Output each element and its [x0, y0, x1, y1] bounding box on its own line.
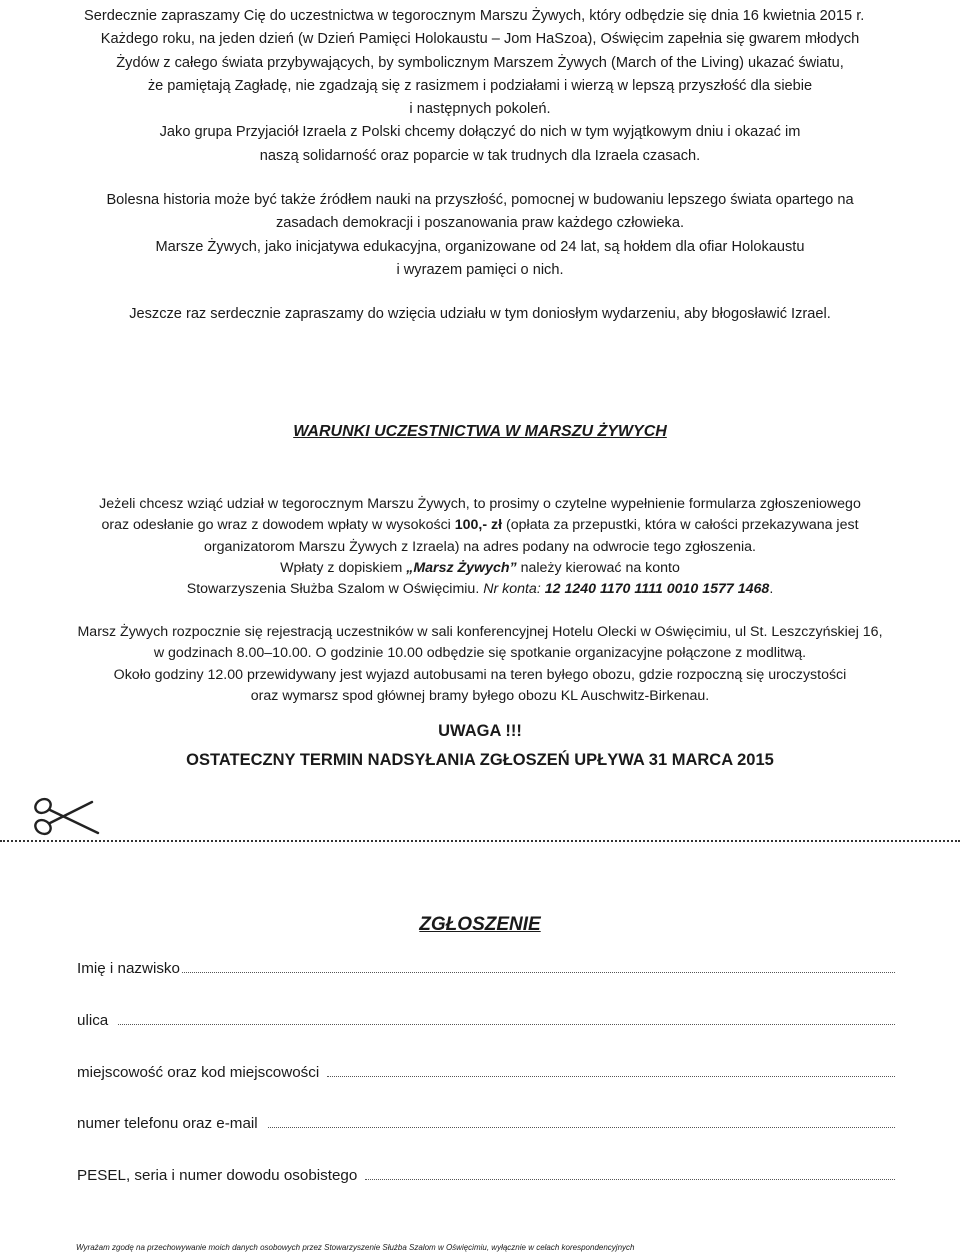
registration-line: Marsz Żywych rozpocznie się rejestracją uczestników w sali konferencyjnej Hotelu Olecki w Oświęcimiu, ul St. Leszczyńskiej 16, — [77, 624, 883, 640]
notice-uwaga: UWAGA !!! — [438, 722, 522, 740]
intro-line: że pamiętają Zagładę, nie zgadzają się z rasizmem i podziałami i wierzą w lepszą przyszłość dla siebie — [147, 77, 813, 94]
fee-amount: 100,- zł — [454, 517, 503, 534]
history-line: i wyrazem pamięci o nich. — [396, 261, 564, 278]
scissors-icon — [30, 796, 102, 836]
form-field-contact[interactable] — [77, 1115, 895, 1132]
invite-again-text: Jeszcze raz serdecznie zapraszamy do wzięcia udziału w tym doniosłym wydarzeniu, aby błogosławić Izrael. — [129, 306, 831, 322]
form-field-label: miejscowość oraz kod miejscowości — [77, 1064, 320, 1081]
conditions-line: organizatorom Marszu Żywych z Izraela) na adres podany na odwrocie tego zgłoszenia. — [203, 538, 756, 555]
form-field-line[interactable] — [118, 1023, 895, 1025]
intro-line: i następnych pokoleń. — [409, 101, 551, 118]
form-field-line[interactable] — [365, 1178, 895, 1180]
payment-tag: „Marsz Żywych” — [406, 559, 517, 576]
history-line: Marsze Żywych, jako inicjatywa edukacyjna, organizowane od 24 lat, są hołdem dla ofiar Holokaustu — [155, 238, 805, 255]
intro-line: Serdecznie zapraszamy Cię do uczestnictwa w tegorocznym Marszu Żywych, który odbędzie się dnia 16 kwietnia 2015 r. — [84, 8, 865, 24]
form-field-pesel[interactable] — [77, 1167, 895, 1184]
cut-line — [0, 840, 960, 842]
form-field-name[interactable] — [77, 960, 895, 977]
conditions-line — [0, 558, 960, 579]
intro-paragraph — [0, 5, 960, 168]
history-line: Bolesna historia może być także źródłem nauki na przyszłość, pomocnej w budowaniu lepszego świata opartego na — [106, 192, 854, 208]
conditions-text: Stowarzyszenia Służba Szalom w Oświęcimiu. — [186, 581, 484, 598]
form-field-label: Imię i nazwisko — [77, 960, 180, 977]
conditions-heading: WARUNKI UCZESTNICTWA W MARSZU ŻYWYCH — [293, 423, 667, 440]
conditions-line — [0, 579, 960, 600]
form-field-street[interactable] — [77, 1012, 895, 1029]
history-line: zasadach demokracji i poszanowania praw każdego człowieka. — [275, 215, 685, 232]
registration-line: w godzinach 8.00–10.00. O godzinie 10.00 odbędzie się spotkanie organizacyjne połączone z modlitwą. — [153, 645, 807, 662]
history-paragraph — [0, 189, 960, 282]
registration-line: Około godziny 12.00 przewidywany jest wyjazd autobusami na teren byłego obozu, gdzie rozpoczną się uroczystości — [113, 666, 847, 683]
registration-paragraph — [0, 622, 960, 707]
registration-line: oraz wymarsz spod głównej bramy byłego obozu KL Auschwitz-Birkenau. — [250, 687, 710, 704]
form-field-label: PESEL, seria i numer dowodu osobistego — [77, 1167, 358, 1184]
intro-line: naszą solidarność oraz poparcie w tak trudnych dla Izraela czasach. — [259, 147, 701, 164]
conditions-text: (opłata za przepustki, która w całości przekazywana jest — [502, 517, 859, 534]
conditions-text: należy kierować na konto — [516, 559, 680, 576]
conditions-text: Wpłaty z dopiskiem — [280, 559, 407, 576]
intro-line: Jako grupa Przyjaciół Izraela z Polski chcemy dołączyć do nich w tym wyjątkowym dniu i okazać im — [159, 124, 801, 141]
form-field-line[interactable] — [327, 1075, 895, 1077]
conditions-line: Jeżeli chcesz wziąć udział w tegorocznym Marszu Żywych, to prosimy o czytelne wypełnienie formularza zgłoszeniowego — [99, 496, 861, 512]
conditions-paragraph — [0, 494, 960, 600]
form-field-label: ulica — [77, 1012, 109, 1029]
intro-line: Każdego roku, na jeden dzień (w Dzień Pamięci Holokaustu – Jom HaSzoa), Oświęcim zapełnia się gwarem młodych — [100, 31, 860, 48]
conditions-line — [0, 515, 960, 536]
form-field-line[interactable] — [268, 1126, 895, 1128]
account-label: Nr konta: — [483, 581, 545, 598]
consent-footer: Wyrażam zgodę na przechowywanie moich danych osobowych przez Stowarzyszenie Służba Szalom w Oświęcimiu, wyłącznie w celach korespondencyjnych — [76, 1243, 635, 1252]
conditions-text: oraz odesłanie go wraz z dowodem wpłaty w wysokości — [101, 517, 455, 534]
deadline-notice: OSTATECZNY TERMIN NADSYŁANIA ZGŁOSZEŃ UPŁYWA 31 MARCA 2015 — [186, 751, 774, 769]
account-number: 12 1240 1170 1111 0010 1577 1468 — [544, 581, 770, 598]
form-field-label: numer telefonu oraz e-mail — [77, 1115, 258, 1132]
form-field-line[interactable] — [182, 971, 895, 973]
form-title: ZGŁOSZENIE — [419, 914, 541, 935]
intro-line: Żydów z całego świata przybywających, by symbolicznym Marszem Żywych (March of the Living) ukazać światu, — [116, 54, 844, 71]
conditions-text: . — [769, 581, 774, 598]
form-field-city[interactable] — [77, 1064, 895, 1081]
